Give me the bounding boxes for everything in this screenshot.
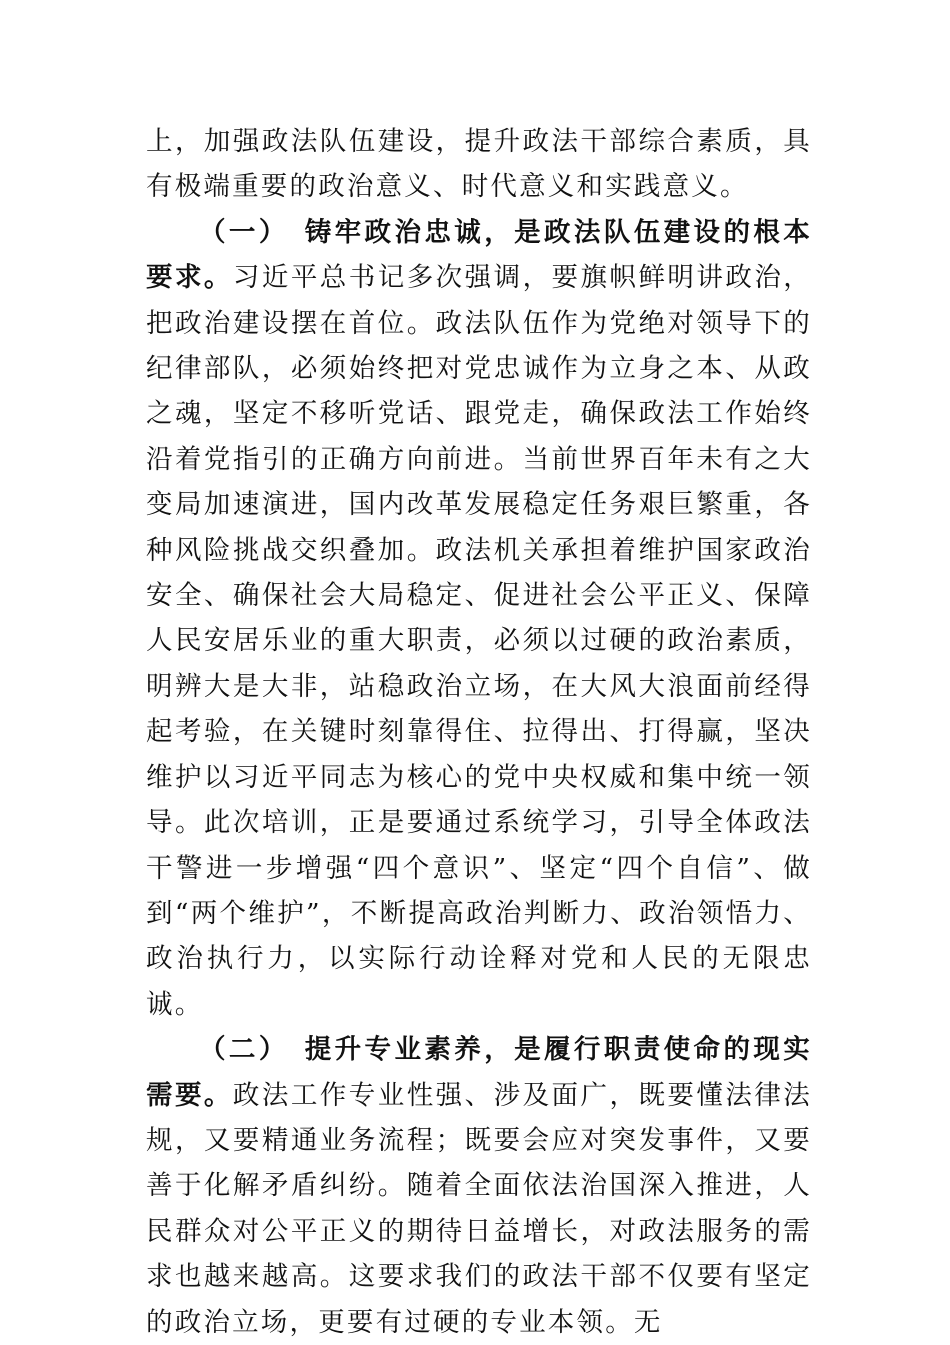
section-1-heading: 铸牢政治忠诚，是政法队伍建设的根本要求。 (146, 216, 812, 294)
section-1-paragraph (146, 210, 812, 1027)
document-body (146, 119, 812, 1345)
section-1-number: （一） (199, 216, 289, 248)
section-1-body: 习近平总书记多次强调，要旗帜鲜明讲政治，把政治建设摆在首位。政法队伍作为党绝对领导下的纪律部队，必须始终把对党忠诚作为立身之本、从政之魂，坚定不移听党话、跟党走，确保政法工作始终沿着党指引的正确方向前进。当前世界百年未有之大变局加速演进，国内改革发展稳定任务艰巨繁重，各种风险挑战交织叠加。政法机关承担着维护国家政治安全、确保社会大局稳定、促进社会公平正义、保障人民安居乐业的重大职责，必须以过硬的政治素质，明辨大是大非，站稳政治立场，在大风大浪面前经得起考验，在关键时刻靠得住、拉得出、打得赢，坚决维护以习近平同志为核心的党中央权威和集中统一领导。此次培训，正是要通过系统学习，引导全体政法干警进一步增强“四个意识”、坚定“四个自信”、做到“两个维护”，不断提高政治判断力、政治领悟力、政治执行力，以实际行动诠释对党和人民的无限忠诚。 (146, 262, 812, 1020)
section-2-paragraph (146, 1027, 812, 1345)
section-2-number: （二） (199, 1034, 289, 1066)
section-2-heading: 提升专业素养，是履行职责使命的现实需要。 (146, 1034, 812, 1111)
section-2-body: 政法工作专业性强、涉及面广，既要懂法律法规，又要精通业务流程；既要会应对突发事件，又要善于化解矛盾纠纷。随着全面依法治国深入推进，人民群众对公平正义的期待日益增长，对政法服务的需求也越来越高。这要求我们的政法干部不仅要有坚定的政治立场，更要有过硬的专业本领。无 (146, 1079, 812, 1338)
intro-paragraph: 上，加强政法队伍建设，提升政法干部综合素质，具有极端重要的政治意义、时代意义和实践意义。 (146, 126, 812, 203)
